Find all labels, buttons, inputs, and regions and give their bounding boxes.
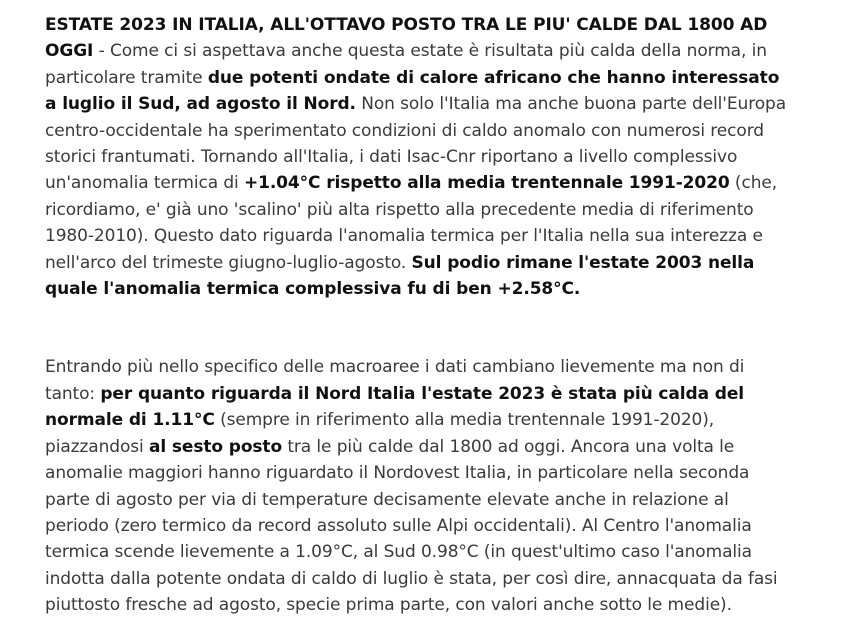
paragraph-1-text-1: Come ci si aspettava anche questa estate è risultata più calda della norma, in particolare tramite <box>45 41 767 88</box>
paragraph-2-bold-2: al sesto posto <box>148 436 283 457</box>
paragraph-2-text-3: tra le più calde dal 1800 ad oggi. Ancora una volta le anomalie maggiori hanno riguardato il Nordovest Italia, in particolare nella seconda parte di agosto per via di temperature decisamente elevate anche in relazione al periodo (zero termico da record assoluto sulle Alpi occidentali). Al Centro l'anomalia termica scende lievemente a 1.09°C, al Sud 0.98°C (in quest'ultimo caso l'anomalia indotta dalla potente ondata di caldo di luglio è stata, per così dire, annacquata da fasi piuttosto fresche ad agosto, specie prima parte, con valori anche sotto le medie). <box>45 436 778 616</box>
paragraph-2 <box>45 354 790 618</box>
paragraph-2-text-1: Entrando più nello specifico delle macroaree i dati cambiano lievemente ma non di tanto: <box>45 357 745 404</box>
paragraph-1 <box>45 12 790 302</box>
paragraph-1-bold-1: due potenti ondate di calore africano che hanno interessato a luglio il Sud, ad agosto il Nord. <box>45 67 780 115</box>
paragraph-1-bold-2: +1.04°C rispetto alla media trentennale 1991-2020 <box>243 173 730 194</box>
paragraph-1-bold-3: Sul podio rimane l'estate 2003 nella quale l'anomalia termica complessiva fu di ben +2.58°C. <box>45 252 755 300</box>
paragraph-2-bold-1: per quanto riguarda il Nord Italia l'estate 2023 è stata più calda del normale di 1.11°C <box>45 383 744 431</box>
article-body <box>45 12 790 619</box>
paragraph-2-text-2: (sempre in riferimento alla media trentennale 1991-2020), piazzandosi <box>45 410 715 457</box>
headline-separator: - <box>93 41 110 62</box>
paragraph-1-text-2: Non solo l'Italia ma anche buona parte dell'Europa centro-occidentale ha sperimentato condizioni di caldo anomalo con numerosi record storici frantumati. Tornando all'Italia, i dati Isac-Cnr riportano a livello complessivo un'anomalia termica di <box>45 94 787 194</box>
article-headline: ESTATE 2023 IN ITALIA, ALL'OTTAVO POSTO TRA LE PIU' CALDE DAL 1800 AD OGGI <box>45 15 768 62</box>
paragraph-1-text-3: (che, ricordiamo, e' già uno 'scalino' più alta rispetto alla precedente media di riferimento 1980-2010). Questo dato riguarda l'anomalia termica per l'Italia nella sua interezza e nell'arco del trimeste giugno-luglio-agosto. <box>45 173 778 273</box>
